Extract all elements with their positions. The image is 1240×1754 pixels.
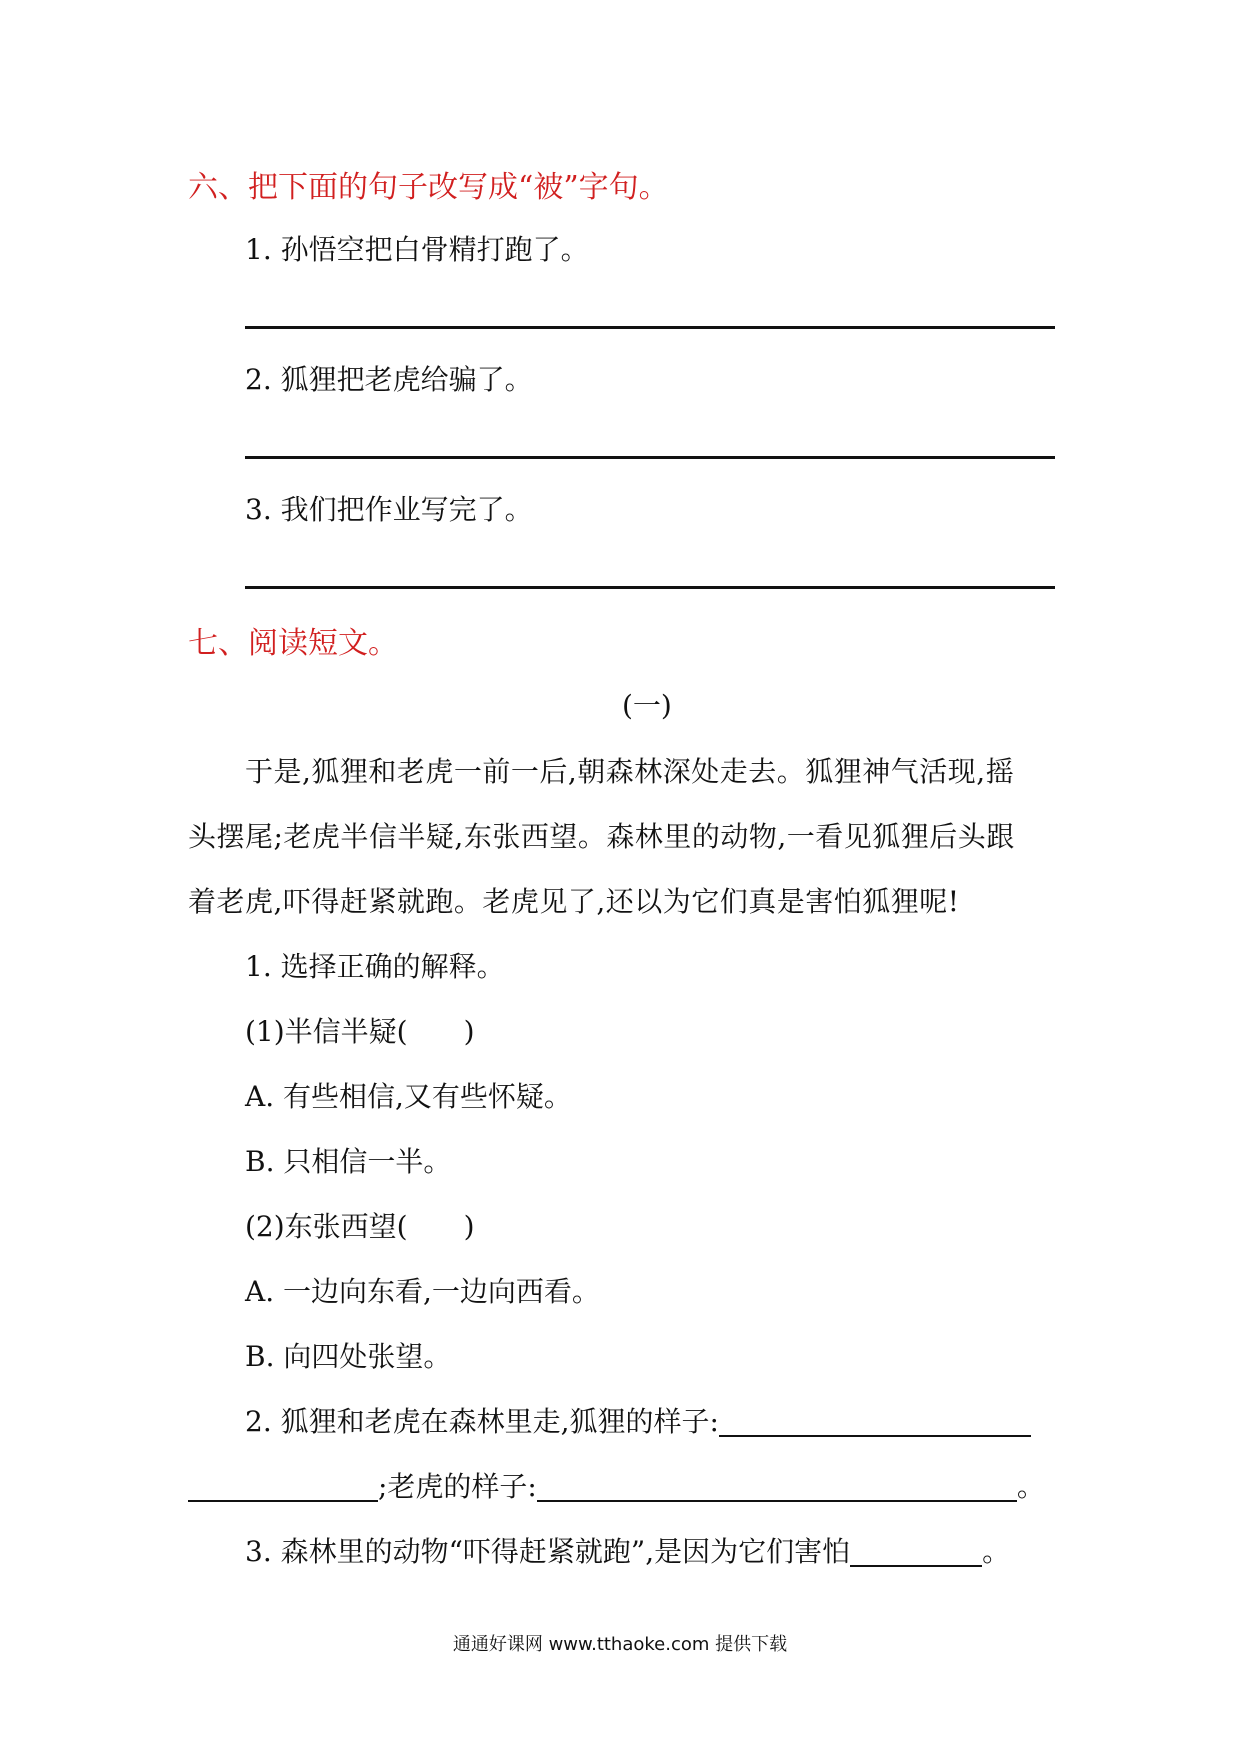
question-7-3 xyxy=(245,1530,1010,1570)
question-7-2-text-2: ;老虎的样子: xyxy=(378,1470,537,1503)
question-7-2-text: 2. 狐狸和老虎在森林里走,狐狸的样子: xyxy=(245,1405,719,1438)
section-6-heading: 六、把下面的句子改写成“被”字句。 xyxy=(188,170,669,205)
question-6-1: 1. 孙悟空把白骨精打跑了。 xyxy=(245,233,589,266)
question-7-3-end: 。 xyxy=(982,1535,1011,1568)
answer-blank-tiger-look[interactable] xyxy=(537,1472,1017,1502)
option-7-1-1-a: A. 有些相信,又有些怀疑。 xyxy=(245,1080,572,1113)
question-7-3-text: 3. 森林里的动物“吓得赶紧就跑”,是因为它们害怕 xyxy=(245,1535,851,1568)
question-7-1: 1. 选择正确的解释。 xyxy=(245,950,505,983)
question-7-1-1: (1)半信半疑( ) xyxy=(245,1015,475,1048)
question-7-1-2: (2)东张西望( ) xyxy=(245,1210,475,1243)
question-7-2-continued xyxy=(188,1465,1045,1505)
question-7-2-end: 。 xyxy=(1016,1470,1045,1503)
question-6-3: 3. 我们把作业写完了。 xyxy=(245,493,533,526)
question-6-2: 2. 狐狸把老虎给骗了。 xyxy=(245,363,533,396)
option-7-1-2-a: A. 一边向东看,一边向西看。 xyxy=(245,1275,600,1308)
answer-blank-afraid-of[interactable] xyxy=(850,1537,982,1567)
answer-blank-fox-look-continued[interactable] xyxy=(188,1472,378,1502)
option-7-1-2-b: B. 向四处张望。 xyxy=(245,1340,452,1373)
passage-line-3: 着老虎,吓得赶紧就跑。老虎见了,还以为它们真是害怕狐狸呢! xyxy=(188,885,960,918)
passage-part-label: (一) xyxy=(622,689,672,722)
answer-line-6-2[interactable] xyxy=(245,456,1055,459)
answer-line-6-1[interactable] xyxy=(245,326,1055,329)
answer-blank-fox-look[interactable] xyxy=(719,1407,1031,1437)
passage-line-2: 头摆尾;老虎半信半疑,东张西望。森林里的动物,一看见狐狸后头跟 xyxy=(188,820,1015,853)
option-7-1-1-b: B. 只相信一半。 xyxy=(245,1145,452,1178)
footer-credit: 通通好课网 www.tthaoke.com 提供下载 xyxy=(452,1634,788,1655)
section-7-heading: 七、阅读短文。 xyxy=(188,626,398,661)
question-7-2 xyxy=(245,1400,1031,1440)
answer-line-6-3[interactable] xyxy=(245,586,1055,589)
passage-line-1: 于是,狐狸和老虎一前一后,朝森林深处走去。狐狸神气活现,摇 xyxy=(245,755,1015,788)
